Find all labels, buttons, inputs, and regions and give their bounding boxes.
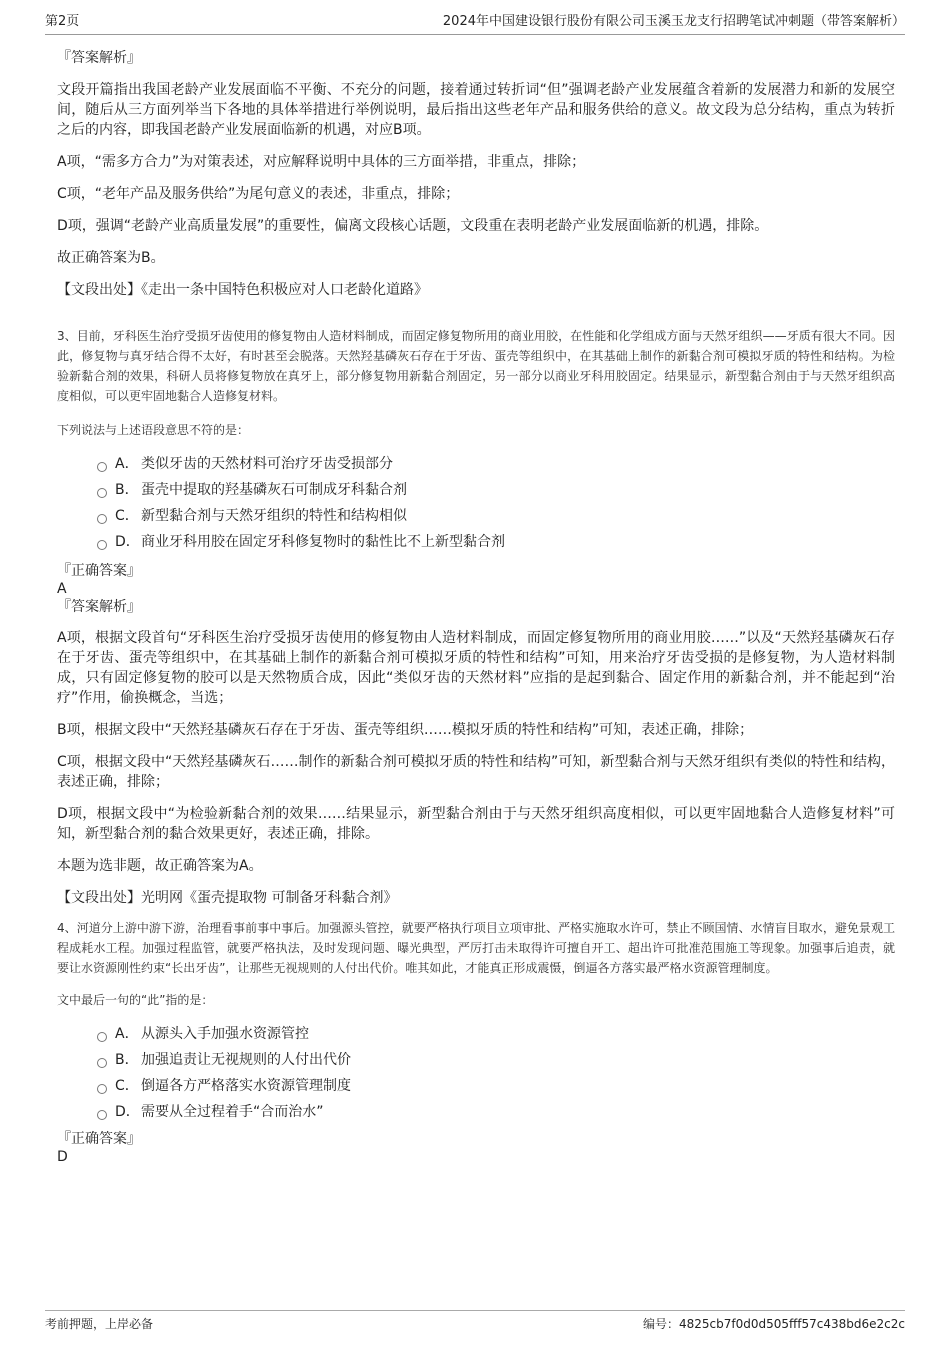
analysis-paragraph: A项，根据文段首句“牙科医生治疗受损牙齿使用的修复物由人造材料制成，而固定修复物所用的商业用胶……”以及“天然羟基磷灰石存在于牙齿、蛋壳等组织中，在其基础上制作的新黏合剂可模拟牙质的特性和结构”可知，用来治疗牙齿受损的是修复物，为人造材料制成，只有固定修复物的胶可以是天然物质合成，因此“类似牙齿的天然材料”应指的是起到黏合、固定作用的新黏合剂，并不能起到“治疗”作用，偷换概念，当选；: [57, 630, 895, 706]
option-d[interactable]: D．商业牙科用胶在固定牙科修复物时的黏性比不上新型黏合剂: [45, 532, 895, 558]
analysis-paragraph: C项，“老年产品及服务供给”为尾句意义的表述，非重点，排除；: [57, 186, 460, 202]
page-footer: [45, 1310, 905, 1337]
footer-slogan: 考前押题，上岸必备: [45, 1317, 154, 1331]
document-id: 编号：4825cb7f0d0d505fff57c438bd6e2c2c: [642, 1317, 905, 1331]
analysis-paragraph: 本题为选非题，故正确答案为A。: [57, 858, 263, 874]
option-a[interactable]: A． 从源头入手加强水资源管控: [45, 1024, 895, 1050]
radio-button[interactable]: [97, 1058, 107, 1068]
correct-answer: D: [57, 1149, 68, 1165]
question-text: 3、目前，牙科医生治疗受损牙齿使用的修复物由人造材料制成，而固定修复物所用的商业用胶，在性能和化学组成方面与天然牙组织——牙质有很大不同。因此，修复物与真牙结合得不太好，有时甚至会脱落。天然羟基磷灰石存在于牙齿、蛋壳等组织中，在其基础上制作的新黏合剂可模拟牙质的特性和结构。为检验新黏合剂的效果，科研人员将修复物放在真牙上，部分修复物用新黏合剂固定，另一部分以商业牙科用胶固定。结果显示，新型黏合剂由于与天然牙组织高度相似，可以更牢固地黏合人造修复材料。: [57, 329, 895, 403]
page-number: 第2页: [45, 14, 80, 29]
radio-button[interactable]: [97, 1032, 107, 1042]
question-prompt: 文中最后一句的“此”指的是：: [57, 993, 214, 1007]
option-c[interactable]: C． 倒逼各方严格落实水资源管理制度: [45, 1076, 895, 1102]
radio-button[interactable]: [97, 540, 107, 550]
option-b[interactable]: B． 加强追责让无视规则的人付出代价: [45, 1050, 895, 1076]
analysis-label: 『答案解析』: [57, 50, 141, 66]
option-b[interactable]: B． 蛋壳中提取的羟基磷灰石可制成牙科黏合剂: [45, 480, 895, 506]
analysis-paragraph: 文段开篇指出我国老龄产业发展面临不平衡、不充分的问题，接着通过转折词“但”强调老龄产业发展蕴含着新的发展潜力和新的发展空间，随后从三方面列举当下各地的具体举措进行举例说明，最后指出这些老年产品和服务供给的意义。故文段为总分结构，重点为转折之后的内容，即我国老龄产业发展面临新的机遇，对应B项。: [57, 82, 895, 138]
radio-button[interactable]: [97, 462, 107, 472]
passage-source: 【文段出处】《走出一条中国特色积极应对人口老龄化道路》: [57, 282, 428, 298]
radio-button[interactable]: [97, 1110, 107, 1120]
question-prompt: 下列说法与上述语段意思不符的是：: [57, 423, 250, 437]
option-c[interactable]: C． 新型黏合剂与天然牙组织的特性和结构相似: [45, 506, 895, 532]
page-content: [45, 46, 895, 1166]
document-title: 2024年中国建设银行股份有限公司玉溪玉龙支行招聘笔试冲刺题（带答案解析）: [442, 14, 905, 29]
options-list: [45, 1024, 895, 1128]
radio-button[interactable]: [97, 514, 107, 524]
analysis-paragraph: D项，强调“老龄产业高质量发展”的重要性，偏离文段核心话题，文段重在表明老龄产业发展面临新的机遇，排除。: [57, 218, 769, 234]
analysis-paragraph: C项，根据文段中“天然羟基磷灰石……制作的新黏合剂可模拟牙质的特性和结构”可知，新型黏合剂与天然牙组织有类似的特性和结构，表述正确，排除；: [57, 754, 895, 790]
option-a[interactable]: A． 类似牙齿的天然材料可治疗牙齿受损部分: [45, 454, 895, 480]
correct-answer-label: 『正确答案』: [57, 1131, 141, 1147]
radio-button[interactable]: [97, 488, 107, 498]
question-text: 4、河道分上游中游下游，治理看事前事中事后。加强源头管控，就要严格执行项目立项审批、严格实施取水许可，禁止不顾国情、水情盲目取水，避免景观工程成耗水工程。加强过程监管，就要严格执法，及时发现问题、曝光典型，严厉打击未取得许可擅自开工、超出许可批准范围施工等现象。加强事后追责，就要让水资源刚性约束“长出牙齿”，让那些无视规则的人付出代价。唯其如此，才能真正形成震慑，倒逼各方落实最严格水资源管理制度。: [57, 921, 895, 975]
correct-answer-label: 『正确答案』: [57, 563, 141, 579]
analysis-paragraph: A项，“需多方合力”为对策表述，对应解释说明中具体的三方面举措，非重点，排除；: [57, 154, 586, 170]
analysis-paragraph: 故正确答案为B。: [57, 250, 165, 266]
passage-source: 【文段出处】光明网《蛋壳提取物 可制备牙科黏合剂》: [57, 890, 398, 906]
option-d[interactable]: D．需要从全过程着手“合而治水”: [45, 1102, 895, 1128]
analysis-paragraph: D项，根据文段中“为检验新黏合剂的效果……结果显示，新型黏合剂由于与天然牙组织高度相似，可以更牢固地黏合人造修复材料”可知，新型黏合剂的黏合效果更好，表述正确，排除。: [57, 806, 895, 842]
page-header: [45, 12, 905, 35]
radio-button[interactable]: [97, 1084, 107, 1094]
analysis-label: 『答案解析』: [57, 599, 141, 615]
analysis-paragraph: B项，根据文段中“天然羟基磷灰石存在于牙齿、蛋壳等组织……模拟牙质的特性和结构”可知，表述正确，排除；: [57, 722, 754, 738]
correct-answer: A: [57, 581, 67, 597]
options-list: [45, 454, 895, 558]
